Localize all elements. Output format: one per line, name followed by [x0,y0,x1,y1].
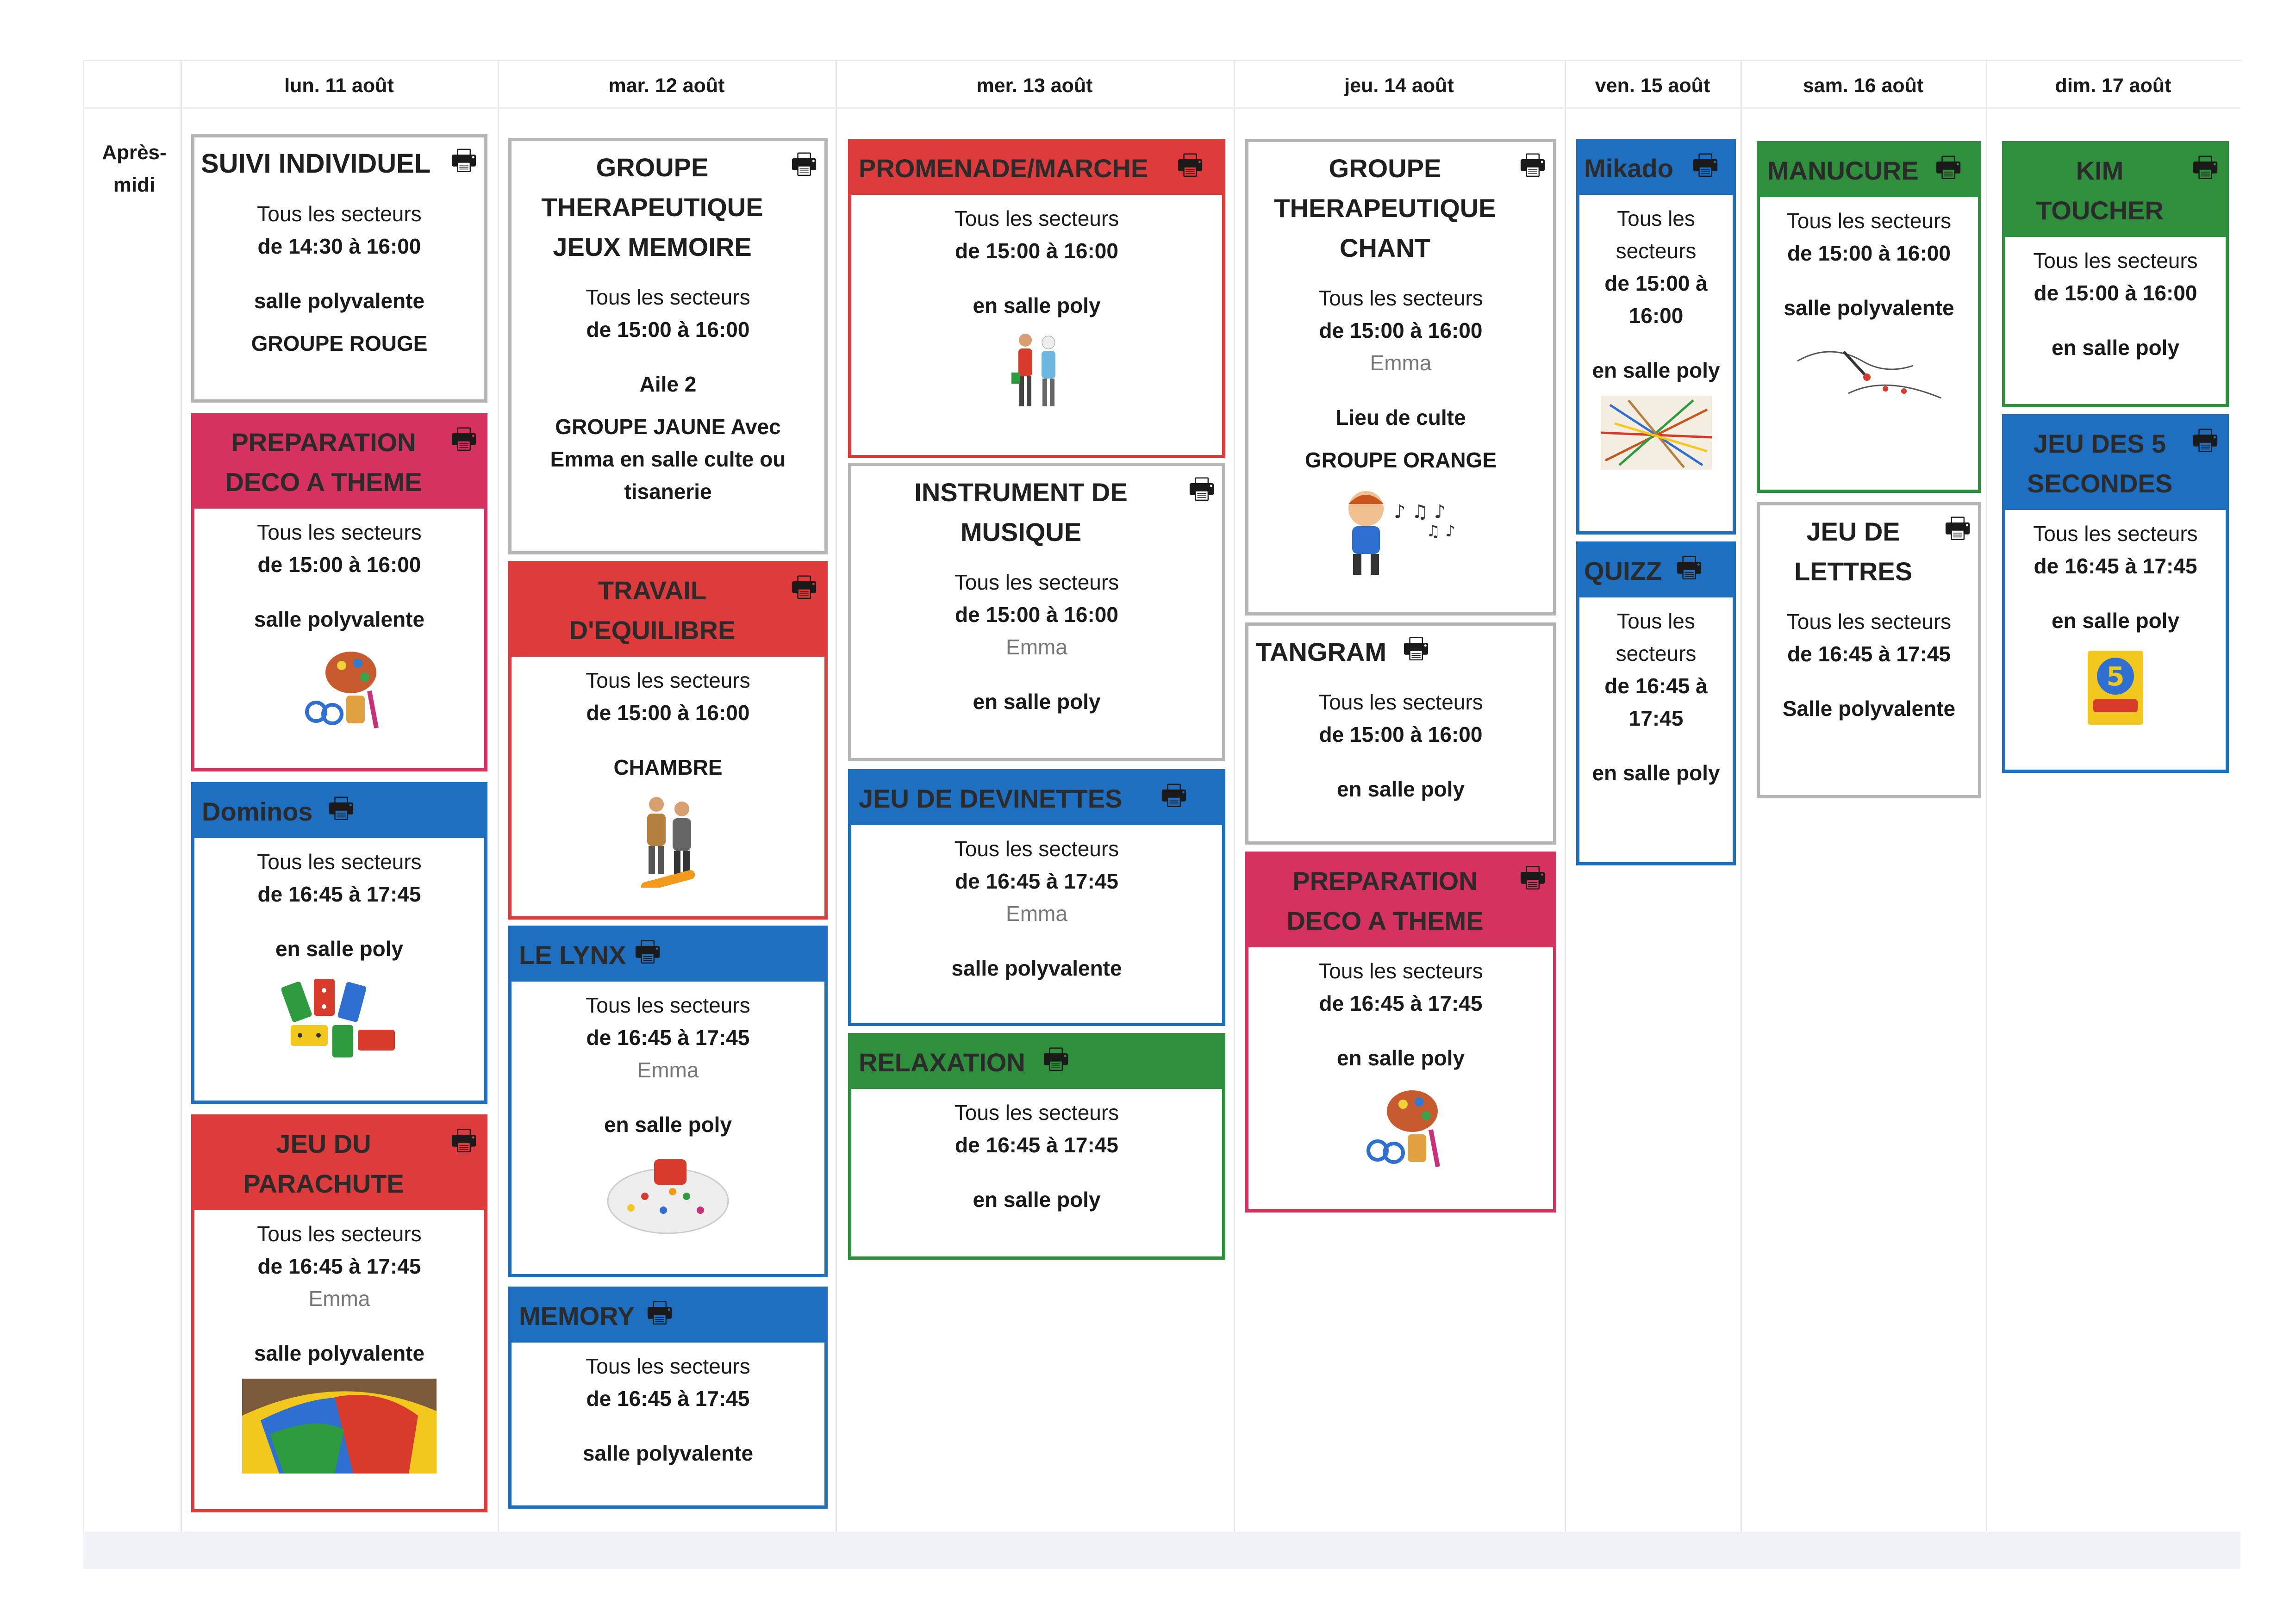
location: salle polyvalente [582,1441,754,1465]
printer-icon[interactable]: 🖶 [1188,473,1216,505]
activity-title: Dominos [194,785,484,838]
location: en salle poly [275,937,404,961]
location: en salle poly [604,1113,732,1137]
activity-card[interactable] [508,1287,828,1509]
time-range: de 16:45 à 17:45 [257,1254,421,1278]
printer-icon[interactable]: 🖶 [646,1297,674,1329]
activity-card[interactable] [1757,141,1981,493]
time-range: de 15:00 à 16:00 [955,239,1118,263]
time-range: de 16:45 à 17:45 [586,1387,750,1411]
printer-icon[interactable]: 🖶 [1675,552,1703,584]
5-secondes-box-image [2083,646,2148,729]
location: salle polyvalente [254,289,425,313]
location: Aile 2 [639,372,697,396]
activity-card[interactable] [191,134,487,403]
activity-title: KIM TOUCHER [2005,144,2226,237]
manicure-image [1793,333,1946,412]
sectors-label: Tous les secteurs [257,520,422,544]
activity-card[interactable] [1245,622,1556,845]
printer-icon[interactable]: 🖶 [1691,149,1719,181]
column-divider [1565,60,1566,1532]
day-header-tue: mar. 12 août [608,74,725,97]
printer-icon[interactable]: 🖶 [450,144,478,176]
activity-title: RELAXATION [851,1036,1222,1089]
activity-card[interactable] [1245,852,1556,1213]
column-divider [181,60,182,1532]
location: en salle poly [2051,609,2180,633]
printer-icon[interactable]: 🖶 [1934,151,1962,183]
printer-icon[interactable]: 🖶 [1519,149,1547,181]
sectors-label: Tous les secteurs [1786,209,1952,233]
location: Lieu de culte [1335,405,1466,429]
sectors-label: Tous les secteurs [586,668,750,692]
sectors-label: Tous les secteurs [954,837,1119,861]
sectors-label: Tous les secteurs [1318,286,1483,310]
time-range: de 15:00 à 16:00 [955,603,1118,627]
time-range: de 15:00 à 16:00 [2034,281,2197,305]
location: salle polyvalente [1784,296,1954,320]
sectors-label: Tous les secteurs [1318,959,1483,983]
dominoes-image [281,974,397,1062]
svg-text:5: 5 [2106,662,2125,692]
printer-icon[interactable]: 🖶 [2191,424,2219,456]
activity-card[interactable] [2002,141,2229,407]
time-range: de 15:00 à 16:00 [1319,318,1483,342]
time-range: de 16:45 à 17:45 [1787,642,1951,666]
day-header-fri: ven. 15 août [1595,74,1710,97]
printer-icon[interactable]: 🖶 [634,936,661,968]
activity-card[interactable] [2002,414,2229,773]
activity-title: LE LYNX [512,929,824,982]
activity-title: INSTRUMENT DE MUSIQUE [914,478,1128,547]
location: en salle poly [1336,1046,1465,1070]
sectors-label: Tous les secteurs [586,285,750,309]
column-divider [1741,60,1742,1532]
time-range: de 16:45 à 17:45 [257,882,421,906]
singing-child-image [1324,485,1477,578]
location: CHAMBRE [613,755,723,779]
activity-card[interactable] [848,463,1225,761]
day-header-sat: sam. 16 août [1803,74,1924,97]
activity-title: JEU DES 5 SECONDES [2005,417,2226,510]
row-label-afternoon: Après-midi [102,141,167,196]
svg-text:♫ ♪: ♫ ♪ [1426,522,1455,541]
time-range: de 16:45 à 17:45 [1604,674,1708,730]
time-range: de 16:45 à 17:45 [586,1026,750,1050]
column-divider [1986,60,1987,1532]
sectors-label: Tous les secteurs [257,850,422,874]
time-range: de 15:00 à 16:00 [586,317,750,342]
printer-icon[interactable]: 🖶 [1042,1043,1070,1075]
printer-icon[interactable]: 🖶 [1176,149,1204,181]
activity-title: TANGRAM [1256,637,1387,666]
printer-icon[interactable]: 🖶 [790,571,818,603]
printer-icon[interactable]: 🖶 [1944,512,1972,544]
sectors-label: Tous les secteurs [1616,609,1697,665]
location: en salle poly [1592,761,1720,785]
time-range: de 15:00 à 16:00 [586,701,750,725]
activity-title: PROMENADE/MARCHE [851,142,1222,195]
sectors-label: Tous les secteurs [586,993,750,1017]
printer-icon[interactable]: 🖶 [450,423,478,455]
sectors-label: Tous les secteurs [2033,249,2198,273]
location: salle polyvalente [951,956,1122,980]
location: salle polyvalente [254,607,425,631]
activity-card[interactable] [848,1033,1225,1260]
mikado-sticks-image [1601,396,1712,470]
printer-icon[interactable]: 🖶 [327,792,355,824]
day-header-thu: jeu. 14 août [1344,74,1454,97]
activity-title: MANUCURE [1760,144,1978,197]
sectors-label: Tous les secteurs [954,206,1119,230]
activity-card[interactable] [1576,139,1736,535]
printer-icon[interactable]: 🖶 [1402,633,1430,665]
time-range: de 16:45 à 17:45 [955,869,1118,893]
group-note: GROUPE JAUNE Avec Emma en salle culte ou tisanerie [550,415,786,504]
day-header-wed: mer. 13 août [976,74,1093,97]
column-divider [498,60,499,1532]
header-rule [83,107,2240,109]
time-range: de 15:00 à 16:00 [257,553,421,577]
activity-card[interactable] [191,413,487,771]
sectors-label: Tous les secteurs [954,1101,1119,1125]
activity-title: TRAVAIL D'EQUILIBRE [512,564,824,657]
sectors-label: Tous les secteurs [1786,609,1952,634]
activity-title: SUIVI INDIVIDUEL [201,149,431,179]
location: en salle poly [973,293,1101,317]
craft-supplies-image [1357,1083,1445,1171]
staff-name: Emma [308,1287,370,1311]
day-header-sun: dim. 17 août [2055,74,2171,97]
staff-name: Emma [637,1058,699,1082]
activity-card[interactable] [191,1114,487,1512]
location: Salle polyvalente [1782,696,1956,721]
group-note: GROUPE ROUGE [251,331,428,355]
printer-icon[interactable]: 🖶 [450,1125,478,1157]
location: salle polyvalente [254,1341,425,1365]
bottom-band [83,1532,2240,1569]
parachute-game-image [242,1379,437,1474]
activity-card[interactable] [1757,502,1981,798]
craft-supplies-image [295,645,383,733]
svg-text:♪ ♫ ♪: ♪ ♫ ♪ [1394,501,1446,522]
activity-title: JEU DE LETTRES [1794,517,1913,586]
column-divider [1234,60,1235,1532]
activity-title: JEU DE DEVINETTES [851,772,1222,825]
sectors-label: Tous les secteurs [1318,690,1483,714]
lynx-game-image [603,1150,733,1236]
time-range: de 14:30 à 16:00 [257,234,421,258]
location: en salle poly [973,690,1101,714]
activity-title: QUIZZ [1579,545,1733,597]
activity-card[interactable] [191,782,487,1104]
sectors-label: Tous les secteurs [1616,206,1697,263]
sectors-label: Tous les secteurs [257,1222,422,1246]
activity-title: Mikado [1579,142,1733,195]
activity-card[interactable] [1576,541,1736,865]
location: en salle poly [1336,777,1465,801]
column-divider [836,60,837,1532]
time-range: de 15:00 à 16:00 [1787,241,1951,265]
time-range: de 15:00 à 16:00 [1604,271,1708,328]
activity-card[interactable] [1245,139,1556,616]
day-header-mon: lun. 11 août [284,74,394,97]
printer-icon[interactable]: 🖶 [2191,151,2219,183]
sectors-label: Tous les secteurs [586,1354,750,1378]
time-range: de 16:45 à 17:45 [1319,991,1483,1015]
activity-card[interactable] [848,139,1225,458]
activity-title: MEMORY [512,1290,824,1343]
location: en salle poly [2051,336,2180,360]
group-note: GROUPE ORANGE [1304,448,1497,472]
staff-name: Emma [1370,351,1432,375]
sectors-label: Tous les secteurs [2033,522,2198,546]
time-range: de 15:00 à 16:00 [1319,722,1483,746]
printer-icon[interactable]: 🖶 [1160,779,1188,811]
activity-title: GROUPE THERAPEUTIQUE JEUX MEMOIRE [541,153,763,261]
activity-card[interactable] [508,926,828,1277]
activity-card[interactable] [508,561,828,920]
location: en salle poly [973,1188,1101,1212]
location: en salle poly [1592,358,1720,382]
staff-name: Emma [1006,902,1067,926]
sectors-label: Tous les secteurs [257,202,422,226]
sectors-label: Tous les secteurs [954,570,1119,594]
activity-card[interactable] [848,769,1225,1026]
walking-couple-image [1009,331,1065,412]
printer-icon[interactable]: 🖶 [790,148,818,180]
activity-title: PREPARATION DECO A THEME [194,416,484,509]
time-range: de 16:45 à 17:45 [955,1133,1118,1157]
walking-people-image [631,793,705,888]
printer-icon[interactable]: 🖶 [1519,862,1547,894]
activity-title: PREPARATION DECO A THEME [1248,855,1553,947]
activity-title: GROUPE THERAPEUTIQUE CHANT [1274,154,1496,262]
activity-card[interactable] [508,138,828,554]
staff-name: Emma [1006,635,1067,659]
activity-title: JEU DU PARACHUTE [194,1118,484,1210]
time-range: de 16:45 à 17:45 [2034,554,2197,578]
